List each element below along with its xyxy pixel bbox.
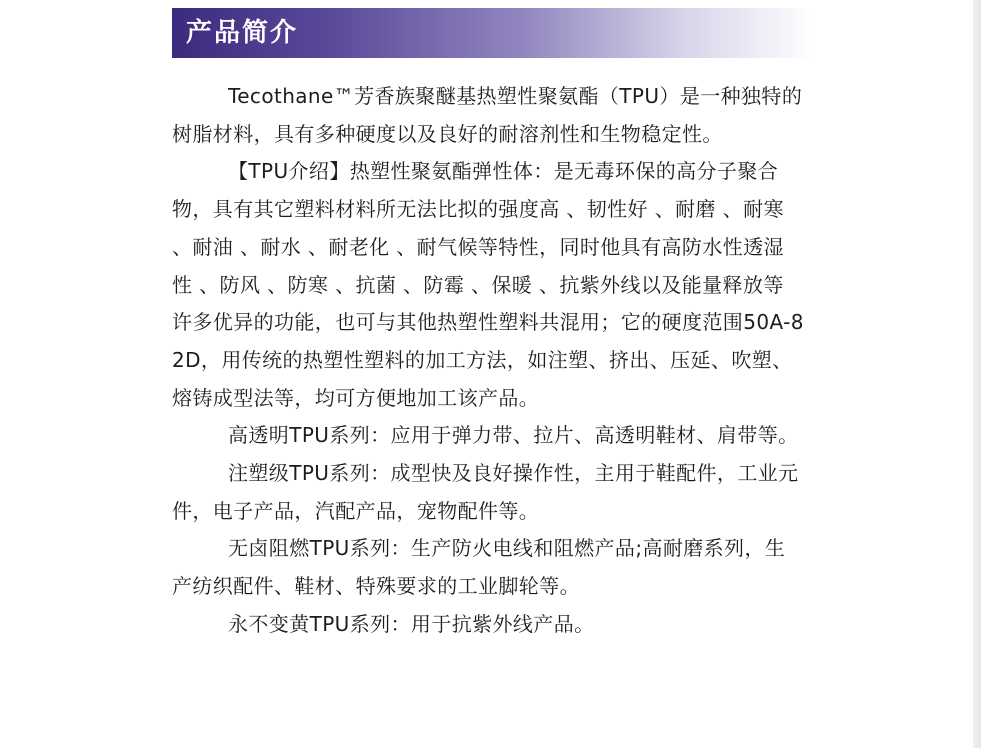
paragraph-non-yellowing-series: 永不变黄TPU系列：用于抗紫外线产品。 xyxy=(228,611,595,636)
paragraph-intro: Tecothane™芳香族聚醚基热塑性聚氨酯（TPU）是一种独特的树脂材料，具有多种硬度以及良好的耐溶剂性和生物稳定性。 xyxy=(172,84,803,146)
product-description xyxy=(172,78,804,644)
paragraph-halogen-free-series: 无卤阻燃TPU系列：生产防火电线和阻燃产品;高耐磨系列，生产纺织配件、鞋材、特殊要求的工业脚轮等。 xyxy=(172,536,786,599)
paragraph-injection-grade-series: 注塑级TPU系列：成型快及良好操作性，主用于鞋配件，工业元件，电子产品，汽配产品，宠物配件等。 xyxy=(172,461,799,523)
paragraph-high-transparency-series: 高透明TPU系列：应用于弹力带、拉片、高透明鞋材、肩带等。 xyxy=(228,423,799,448)
section-title: 产品简介 xyxy=(186,18,299,48)
paragraph-tpu-introduction: 【TPU介绍】热塑性聚氨酯弹性体：是无毒环保的高分子聚合物，具有其它塑料材料所无法比拟的强度高 、韧性好 、耐磨 、耐寒 、耐油 、耐水 、耐老化 、耐气候等特性，同时他具有高防水性透湿性 、防风 、防寒 、抗菌 、防霉 、保暖 、抗紫外线以及能量释放等许多优异的功能，也可与其他热塑性塑料共混用；它的硬度范围50A-82D，用传统的热塑性塑料的加工方法，如注塑、挤出、压延、吹塑、熔铸成型法等，均可方便地加工该产品。 xyxy=(172,159,804,410)
section-header-bar xyxy=(172,8,816,58)
scrollbar-edge xyxy=(973,0,981,748)
